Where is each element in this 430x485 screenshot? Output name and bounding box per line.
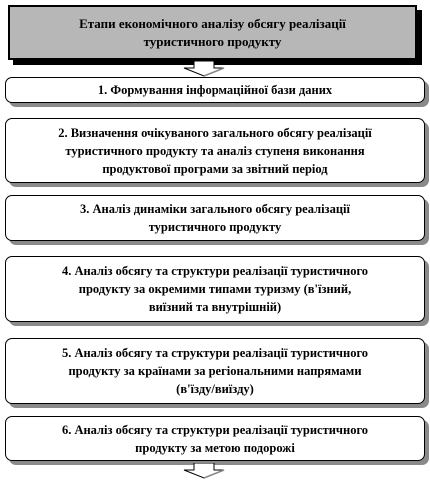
step-box-5 — [5, 338, 425, 404]
step-5-line-3: (в'їзду/виїзду) — [176, 382, 254, 396]
step-6-line-2: продукту за метою подорожі — [135, 440, 295, 455]
step-3-line-1: 3. Аналіз динаміки загального обсягу реалізації — [80, 202, 350, 216]
title-line-1: Етапи економічного аналізу обсягу реалізації — [79, 15, 346, 31]
step-1-line-1: 1. Формування інформаційної бази даних — [97, 83, 333, 97]
step-box-6 — [5, 416, 425, 461]
title-line-2: туристичного продукту — [143, 33, 282, 49]
step-box-3 — [5, 195, 425, 241]
step-5-line-2: продукту за країнами за регіональними напрямами — [68, 364, 362, 378]
step-6-line-1: 6. Аналіз обсягу та структури реалізації туристичного — [61, 422, 369, 437]
step-3-line-2: туристичного продукту — [148, 220, 282, 234]
step-box-2 — [5, 118, 425, 183]
down-arrow-icon — [180, 61, 228, 77]
step-4-line-3: виїзний та внутрішній) — [148, 300, 282, 314]
step-2-line-1: 2. Визначення очікуваного загального обсягу реалізації — [58, 125, 372, 140]
step-2-line-2: туристичного продукту та аналіз ступеня виконання — [65, 143, 365, 158]
step-4-line-1: 4. Аналіз обсягу та структури реалізації туристичного — [61, 264, 369, 278]
step-box-1 — [5, 77, 425, 103]
step-box-4 — [5, 256, 425, 322]
step-4-line-2: продукту за окремими типами туризму (в'їзний, — [78, 282, 352, 296]
step-5-line-1: 5. Аналіз обсягу та структури реалізації туристичного — [61, 346, 369, 360]
step-2-line-3: продуктової програми за звітний період — [102, 161, 328, 176]
diagram-title-box — [8, 5, 417, 60]
down-arrow-icon — [180, 463, 228, 479]
